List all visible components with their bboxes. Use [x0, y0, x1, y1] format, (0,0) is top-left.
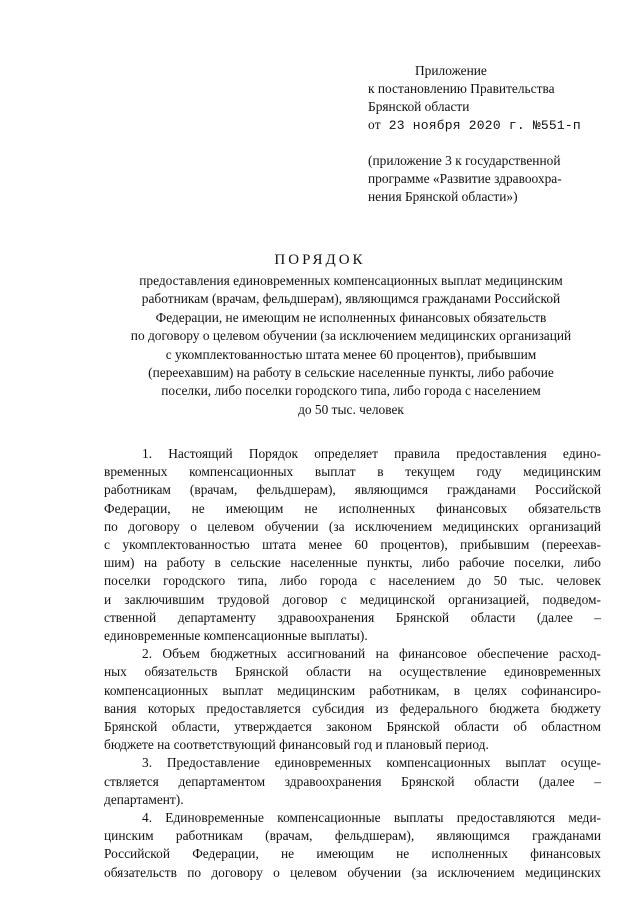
- subtitle-line: по договору о целевом обучении (за исключением медицинских организаций: [130, 328, 572, 344]
- text-line: и заключившим трудовой договор с медицинской организацией, подведом-: [104, 591, 601, 607]
- text-line: вания которых предоставляется субсидия из федерального бюджета бюджету: [104, 700, 601, 716]
- text-line: временных компенсационных выплат в текущем году медицинским: [104, 464, 601, 480]
- text-line: ственной департаменту здравоохранения Брянской области (далее –: [104, 609, 601, 625]
- annex-date: 23 ноября 2020 г. №551-п: [388, 118, 581, 133]
- document-subtitle: [95, 272, 607, 419]
- text-line: 3. Предоставление единовременных компенсационных выплат осуще-: [142, 755, 601, 771]
- text-line: обязательств по договору о целевом обучении (за исключением медицинских: [104, 864, 601, 880]
- paragraph-3: [104, 754, 601, 809]
- document-title: ПОРЯДОК: [274, 252, 366, 268]
- text-line: работникам (врачам, фельдшерам), являющимся гражданами Российской: [104, 482, 601, 498]
- text-line: единовременные компенсационные выплаты).: [104, 628, 368, 644]
- text-line: 4. Единовременные компенсационные выплаты предоставляются меди-: [142, 810, 601, 826]
- annex-line: к постановлению Правительства: [368, 81, 555, 96]
- text-line: 1. Настоящий Порядок определяет правила предоставления едино-: [142, 446, 601, 461]
- subtitle-line: поселки, либо поселки городского типа, либо города с населением: [161, 383, 541, 399]
- text-line: по договору о целевом обучении (за исключением медицинских организаций: [104, 518, 601, 534]
- paragraph-2: [104, 645, 601, 754]
- text-line: ствляется департаментом здравоохранения Брянской области (далее –: [104, 773, 601, 789]
- paragraph-1: [104, 445, 601, 645]
- program-note-line: (приложение 3 к государственной: [368, 153, 561, 168]
- subtitle-line: предоставления единовременных компенсационных выплат медицинским: [139, 273, 563, 288]
- text-line: компенсационных выплат медицинским работникам, в целях софинансиро-: [104, 682, 601, 698]
- text-line: с укомплектованностью штата менее 60 процентов), прибывшим (переехав-: [104, 537, 601, 553]
- paragraph-4: [104, 809, 601, 882]
- text-line: цинским работникам (врачам, фельдшерам), являющимся гражданами: [104, 828, 601, 844]
- document-body: [104, 445, 601, 882]
- text-line: Российской Федерации, не имеющим не исполненных финансовых: [104, 846, 601, 862]
- text-line: департамент).: [104, 791, 184, 807]
- text-line: 2. Объем бюджетных ассигнований на финансовое обеспечение расход-: [142, 646, 601, 662]
- annex-date-line: [368, 116, 618, 135]
- subtitle-line: Федерации, не имеющим не исполненных финансовых обязательств: [155, 309, 547, 325]
- program-note-line: нения Брянской области»): [368, 189, 518, 204]
- subtitle-line: (переехавшим) на работу в сельские населенные пункты, либо рабочие: [148, 365, 554, 381]
- text-line: Брянской области, утверждается законом Брянской области об областном: [104, 719, 601, 735]
- annex-header: [368, 62, 618, 135]
- subtitle-line: работникам (врачам, фельдшерам), являющимся гражданами Российской: [141, 291, 561, 307]
- text-line: поселки городского типа, либо города с населением до 50 тыс. человек: [104, 573, 601, 589]
- annex-date-prefix: от: [368, 117, 381, 132]
- text-line: ных обязательств Брянской области на осуществление единовременных: [104, 664, 601, 680]
- program-note-line: программе «Развитие здравоохра-: [368, 171, 562, 186]
- text-line: шим) на работу в сельские населенные пункты, либо рабочие поселки, либо: [104, 555, 601, 571]
- subtitle-line: до 50 тыс. человек: [298, 401, 404, 417]
- annex-title: Приложение: [415, 63, 487, 78]
- annex-line: Брянской области: [368, 99, 470, 114]
- subtitle-line: с укомплектованностью штата менее 60 процентов), прибывшим: [165, 346, 537, 362]
- text-line: Федерации, не имеющим не исполненных финансовых обязательств: [104, 500, 601, 516]
- program-note: [368, 152, 618, 206]
- text-line: бюджете на соответствующий финансовый год и плановый период.: [104, 737, 489, 753]
